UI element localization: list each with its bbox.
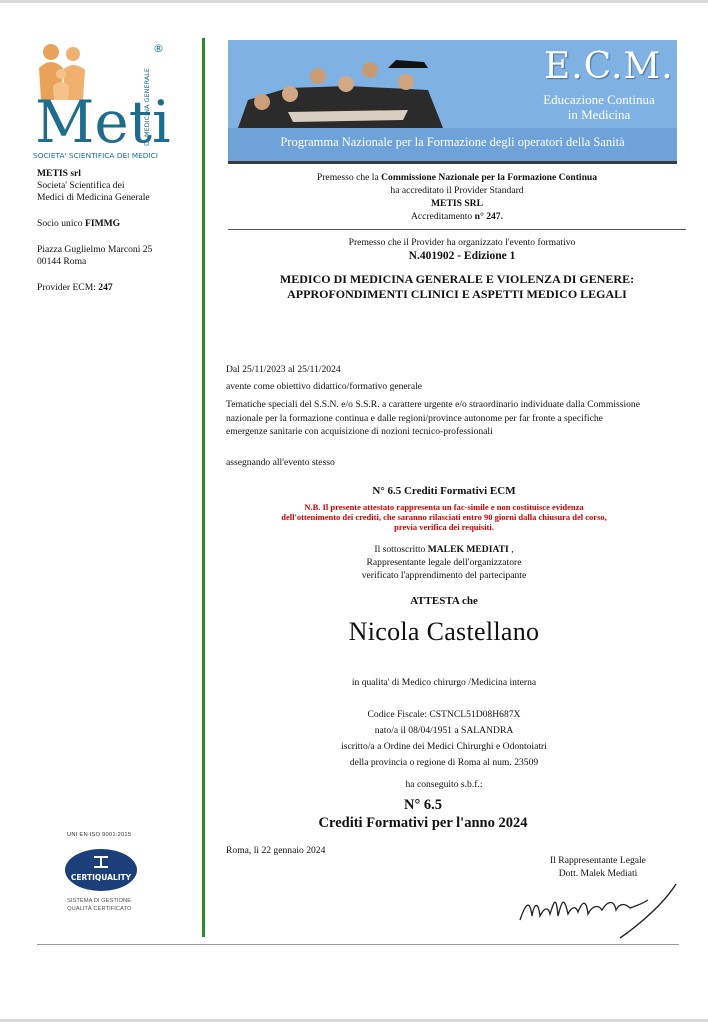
page-bottom-border — [0, 1019, 708, 1022]
handwritten-signature — [516, 880, 680, 942]
credits-year: Crediti Formativi per l'anno 2024 — [318, 815, 528, 831]
objective-label: avente come obiettivo didattico/formativo generale — [226, 381, 423, 392]
quality-system-1: SISTEMA DI GESTIONE — [67, 898, 132, 904]
iso-standard-label: UNI EN ISO 9001:2015 — [67, 832, 132, 838]
painting-face-3 — [310, 68, 326, 84]
note-line-1: N.B. Il presente attestato rappresenta un fac-simile e non costituisce evidenza — [304, 502, 584, 512]
registry-info: iscritto/a a Ordine dei Medici Chirurghi e Odontoiatri — [341, 741, 547, 752]
signature-tail — [620, 884, 676, 938]
birth-info: nato/a il 08/04/1951 a SALANDRA — [374, 725, 514, 736]
signer-suffix: , — [508, 544, 514, 555]
metis-logo-graphic — [33, 38, 173, 162]
provider-ecm-value: 247 — [98, 282, 113, 293]
company-desc-1: Societa' Scientifica dei — [37, 180, 125, 191]
event-code — [228, 250, 696, 262]
note-line-2: dell'ottenimento dei crediti, che saranno rilasciati entro 90 giorni dalla chiusura del corso, — [281, 512, 607, 522]
accred-label: Accreditamento — [410, 211, 475, 222]
green-vertical-divider — [202, 38, 205, 937]
accred-value: n° 247. — [474, 211, 504, 222]
bottom-rule — [37, 944, 679, 945]
commission-name: Commissione Nazionale per la Formazione Continua — [381, 172, 598, 183]
certiquality-text: CERTIQUALITY — [70, 873, 132, 882]
address-line-1: Piazza Guglielmo Marconi 25 — [37, 244, 153, 255]
objective-line-2: nazionale per la formazione continua e dalle regioni/province autonome per far fronte a specifiche — [226, 412, 603, 424]
signer-verified: verificato l'apprendimento del partecipante — [361, 570, 527, 581]
banner-bottom-line — [228, 161, 677, 164]
event-code-number: N.401902 — [408, 250, 455, 262]
painting-face-1 — [254, 94, 270, 110]
banner-subtitle — [524, 92, 674, 122]
signer-name: MALEK MEDIATI — [427, 544, 509, 555]
ecm-banner — [228, 40, 677, 164]
company-desc-2: Medici di Medicina Generale — [37, 192, 150, 203]
page-top-border — [0, 0, 708, 3]
socio-label: Socio unico — [37, 218, 85, 229]
note-line-3: previa verifica dei requisiti. — [394, 522, 494, 532]
certiquality-ellipse — [65, 849, 137, 891]
facsimile-note — [228, 502, 660, 532]
banner-subtitle-2: in Medicina — [567, 107, 631, 122]
horizontal-rule — [228, 229, 686, 230]
event-title-2: APPROFONDIMENTI CLINICI E ASPETTI MEDICO LEGALI — [287, 287, 627, 301]
certiquality-badge — [64, 848, 138, 892]
company-name: METIS srl — [37, 168, 81, 179]
logo-word: Meti — [35, 88, 171, 156]
address-line-2: 00144 Roma — [37, 256, 87, 267]
provider-info — [37, 168, 197, 304]
logo-figure-head-3 — [56, 69, 66, 79]
logo-registered-mark: ® — [153, 42, 164, 55]
banner-program: Programma Nazionale per la Formazione degli operatori della Sanità — [280, 135, 625, 149]
objective-line-1: Tematiche speciali del S.S.N. e/o S.S.R. a carattere urgente e/o straordinario individuate dalla Commissione — [226, 399, 640, 410]
provider-company — [37, 168, 197, 204]
quality-system-label — [67, 898, 157, 913]
event-edition: - Edizione 1 — [454, 250, 516, 262]
signer-role: Rappresentante legale dell'organizzatore — [366, 557, 522, 568]
accreditation-number — [228, 211, 686, 223]
province-info: della provincia o regione di Roma al num. 23509 — [349, 757, 539, 768]
objective-text — [226, 398, 700, 439]
legal-representative — [530, 854, 666, 880]
event-credits: N° 6.5 Crediti Formativi ECM — [372, 485, 516, 497]
socio-unico — [37, 218, 197, 230]
certiquality-icon — [64, 848, 138, 892]
metis-logo — [33, 38, 173, 162]
event-title-1: MEDICO DI MEDICINA GENERALE E VIOLENZA DI GENERE: — [279, 272, 635, 286]
participant-qualification: in qualita' di Medico chirurgo /Medicina interna — [351, 677, 537, 688]
event-dates: Dal 25/11/2023 al 25/11/2024 — [226, 364, 341, 375]
signature-stroke — [520, 900, 648, 920]
signature-graphic — [516, 880, 680, 942]
legal-rep-title: Il Rappresentante Legale — [550, 855, 646, 866]
banner-subtitle-1: Educazione Continua — [543, 92, 655, 107]
painting-collars — [288, 110, 408, 122]
signer-line — [228, 543, 660, 556]
logo-figure-head-1 — [43, 44, 59, 60]
provider-name-text: METIS SRL — [431, 198, 483, 209]
painting-face-4 — [338, 76, 354, 92]
place-date: Roma, lì 22 gennaio 2024 — [226, 845, 326, 856]
socio-value: FIMMG — [84, 218, 121, 229]
participant-details — [228, 707, 660, 771]
event-title — [228, 272, 686, 302]
obtained-label: ha conseguito s.b.f.: — [405, 779, 483, 790]
legal-rep-name: Dott. Malek Mediati — [558, 868, 638, 879]
quality-system-2: QUALITÀ CERTIFICATO — [67, 905, 132, 912]
provider-ecm-label: Provider ECM: — [37, 282, 99, 293]
signer-prefix: Il sottoscritto — [374, 544, 428, 555]
logo-vertical-text: DI MEDICINA GENERALE — [143, 68, 151, 146]
painting-face-2 — [282, 86, 298, 102]
accreditation-block — [228, 172, 686, 223]
painting-face-6 — [398, 74, 414, 90]
assigning-text: assegnando all'evento stesso — [226, 457, 335, 468]
provider-address — [37, 244, 197, 268]
provider-name — [228, 198, 686, 210]
logo-figure-head-2 — [66, 47, 80, 61]
premise-commission — [228, 172, 686, 184]
attesta-heading: ATTESTA che — [410, 595, 478, 607]
provider-ecm — [37, 282, 197, 294]
credits-number: N° 6.5 — [403, 797, 443, 813]
signer-block — [228, 543, 660, 582]
painting-face-5 — [362, 62, 378, 78]
premise-accredited: ha accreditato il Provider Standard — [390, 185, 524, 196]
participant-name: Nicola Castellano — [348, 617, 540, 646]
premise-1a: Premesso che la — [316, 172, 382, 183]
banner-painting — [228, 40, 458, 128]
fiscal-code: Codice Fiscale: CSTNCL51D08H687X — [367, 709, 521, 720]
objective-line-3: emergenze sanitarie con acquisizione di nozioni tecnico-professionali — [226, 426, 493, 437]
banner-title: E.C.M. — [544, 46, 674, 87]
logo-bottom-text: SOCIETA' SCIENTIFICA DEI MEDICI — [33, 151, 158, 160]
premise-event: Premesso che il Provider ha organizzato l'evento formativo — [348, 237, 576, 248]
